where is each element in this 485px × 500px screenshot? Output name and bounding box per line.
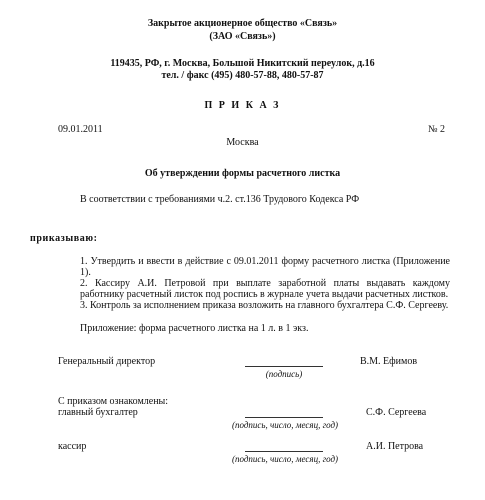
cashier-name: А.И. Петрова: [366, 441, 424, 452]
director-name: В.М. Ефимов: [360, 356, 418, 367]
cashier-title: кассир: [58, 441, 87, 452]
accountant-date-hint: (подпись, число, месяц, год): [231, 420, 339, 430]
order-item-1: 1. Утвердить и ввести в действие с 09.01.2011 форму расчетного листка (Приложение 1).: [80, 256, 450, 278]
company-name: Закрытое акционерное общество «Связь»: [147, 18, 338, 29]
order-attachment: Приложение: форма расчетного листка на 1 л. в 1 экз.: [80, 323, 309, 334]
order-preamble: В соответствии с требованиями ч.2. ст.136 Трудового Кодекса РФ: [80, 194, 360, 205]
company-address: 119435, РФ, г. Москва, Большой Никитский переулок, д.16: [110, 58, 375, 69]
accountant-title: главный бухгалтер: [58, 407, 138, 418]
acquainted-label: С приказом ознакомлены:: [58, 396, 169, 407]
order-date: 09.01.2011: [58, 124, 103, 135]
order-subject: Об утверждении формы расчетного листка: [144, 168, 341, 179]
cashier-date-hint: (подпись, число, месяц, год): [231, 454, 339, 464]
company-short-name: (ЗАО «Связь»): [209, 31, 276, 42]
order-number: № 2: [428, 124, 446, 135]
order-city: Москва: [226, 137, 259, 148]
director-signature-hint: (подпись): [265, 369, 303, 379]
document-type: П Р И К А З: [204, 100, 281, 111]
accountant-signature-line: [245, 417, 323, 418]
cashier-signature-line: [245, 451, 323, 452]
order-keyword: приказываю:: [30, 233, 98, 244]
order-item-3: 3. Контроль за исполнением приказа возложить на главного бухгалтера С.Ф. Сергееву.: [80, 300, 449, 311]
company-phone: тел. / факс (495) 480-57-88, 480-57-87: [161, 70, 324, 81]
order-item-2: 2. Кассиру А.И. Петровой при выплате заработной платы выдавать каждому работнику расчетный листок под роспись в журнале учета выдачи расчетных листков.: [80, 278, 450, 300]
director-signature-line: [245, 366, 323, 367]
accountant-name: С.Ф. Сергеева: [366, 407, 427, 418]
director-title: Генеральный директор: [58, 356, 156, 367]
